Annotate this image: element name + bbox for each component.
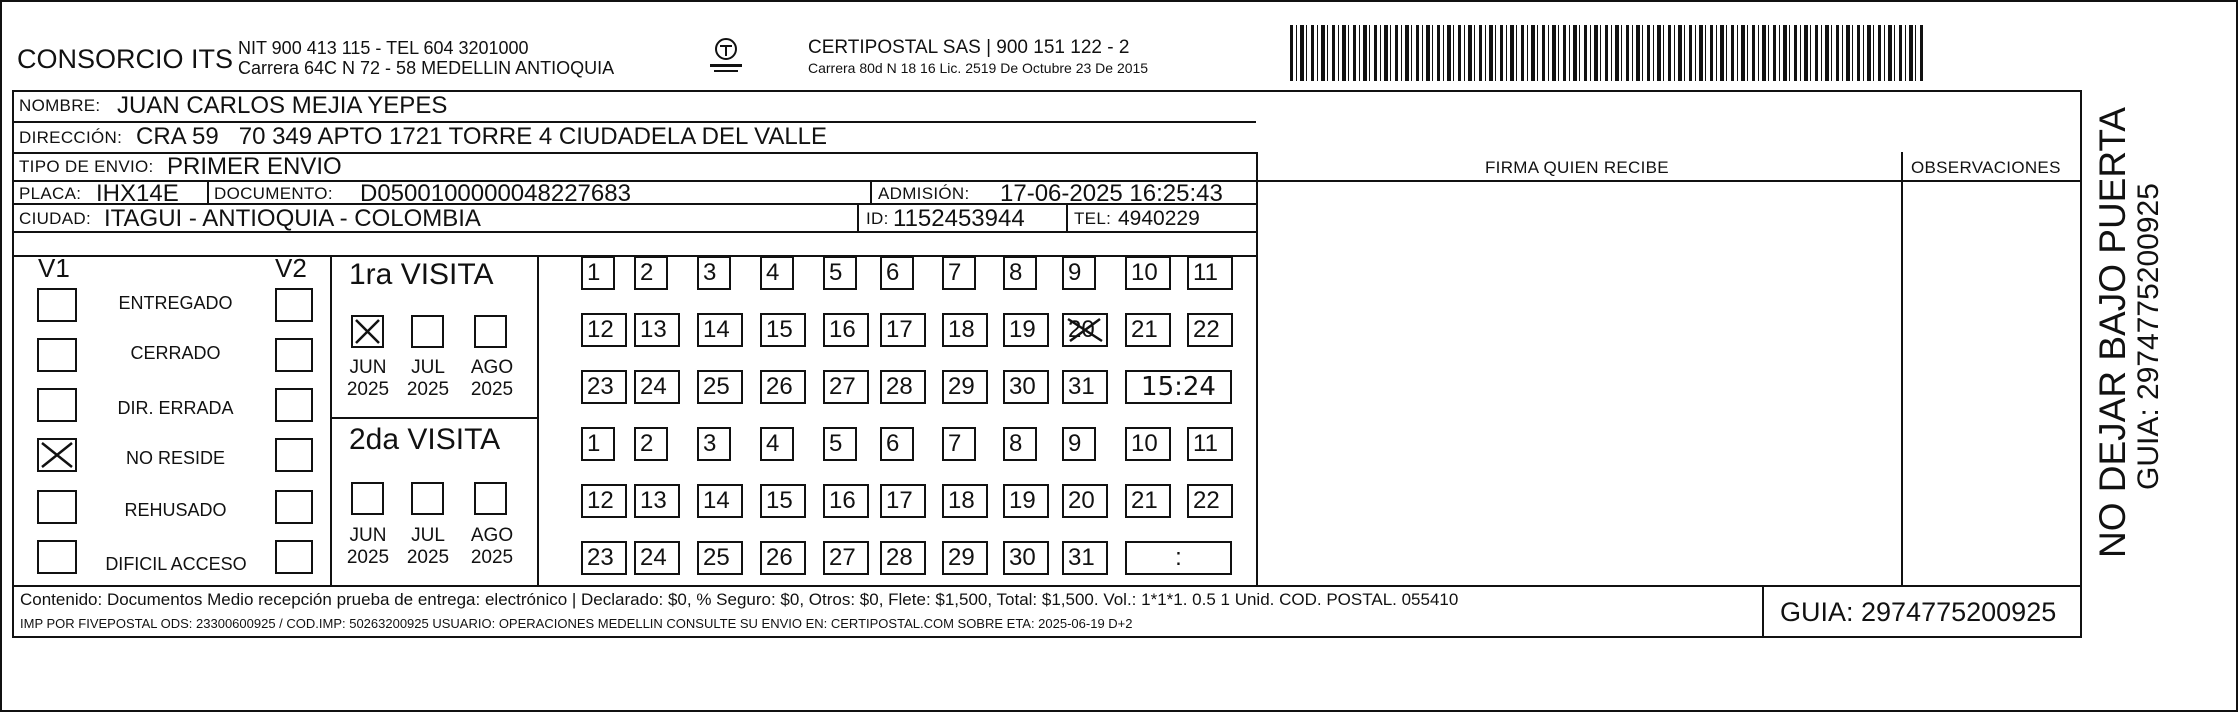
day-box-29[interactable]: 29 xyxy=(942,541,988,575)
city: ITAGUI - ANTIOQUIA - COLOMBIA xyxy=(104,205,481,232)
day-box-23[interactable]: 23 xyxy=(581,370,627,404)
side-warning: NO DEJAR BAJO PUERTA xyxy=(2092,107,2133,558)
name-label: NOMBRE: xyxy=(19,96,101,115)
day-box-5[interactable]: 5 xyxy=(823,256,857,290)
day-box-10[interactable]: 10 xyxy=(1125,256,1171,290)
admission-label: ADMISIÓN: xyxy=(878,184,970,203)
status-v1-checkbox[interactable] xyxy=(37,490,77,524)
recipient-address: CRA 59 70 349 APTO 1721 TORRE 4 CIUDADELA DEL VALLE xyxy=(136,123,828,150)
company-nit: NIT 900 413 115 - TEL 604 3201000 xyxy=(238,38,529,58)
day-box-17[interactable]: 17 xyxy=(880,313,926,347)
day-box-11[interactable]: 11 xyxy=(1187,427,1233,461)
barcode xyxy=(1290,25,1924,81)
status-v2-checkbox[interactable] xyxy=(275,388,313,422)
month-checkbox-ago[interactable] xyxy=(474,315,507,348)
status-v2-checkbox[interactable] xyxy=(275,338,313,372)
tel-number: 4940229 xyxy=(1118,207,1200,230)
visit-time-field[interactable]: : xyxy=(1125,541,1232,575)
month-checkbox-ago[interactable] xyxy=(474,482,507,515)
day-mark-icon xyxy=(1064,315,1106,345)
day-box-2[interactable]: 2 xyxy=(634,427,668,461)
status-v2-checkbox[interactable] xyxy=(275,540,313,574)
day-box-30[interactable]: 30 xyxy=(1003,370,1049,404)
footer-guia: GUIA: 2974775200925 xyxy=(1780,597,2057,627)
month-label: JUL 2025 xyxy=(406,525,450,568)
day-box-7[interactable]: 7 xyxy=(942,427,976,461)
content-line: Contenido: Documentos Medio recepción prueba de entrega: electrónico | Declarado: $0, % Seguro: $0, Otros: $0, Flete: $1,500, Total: $1,500. Vol.: 1*1*1. 0.5 1 Unid. COD. POSTAL. 055410 xyxy=(20,590,1459,609)
month-checkbox-jun[interactable] xyxy=(351,315,384,348)
admission-date: 17-06-2025 16:25:43 xyxy=(1000,180,1223,207)
day-box-13[interactable]: 13 xyxy=(634,313,680,347)
day-box-25[interactable]: 25 xyxy=(697,370,743,404)
day-box-24[interactable]: 24 xyxy=(634,370,680,404)
certipostal-logo-icon xyxy=(706,36,746,76)
day-box-31[interactable]: 31 xyxy=(1062,370,1108,404)
status-label: NO RESIDE xyxy=(125,448,226,468)
month-checkbox-jul[interactable] xyxy=(411,315,444,348)
month-label: AGO 2025 xyxy=(470,357,514,400)
address-label: DIRECCIÓN: xyxy=(19,128,123,147)
v2-header: V2 xyxy=(275,253,307,283)
day-box-10[interactable]: 10 xyxy=(1125,427,1171,461)
observaciones-header: OBSERVACIONES xyxy=(1911,158,2061,177)
status-label: REHUSADO xyxy=(124,500,227,520)
visit-time-field[interactable]: 15:24 xyxy=(1125,370,1232,404)
day-box-8[interactable]: 8 xyxy=(1003,256,1037,290)
day-box-14[interactable]: 14 xyxy=(697,313,743,347)
day-box-22[interactable]: 22 xyxy=(1187,484,1233,518)
day-box-19[interactable]: 19 xyxy=(1003,313,1049,347)
day-box-15[interactable]: 15 xyxy=(760,313,806,347)
status-label: DIFICIL ACCESO xyxy=(105,554,247,574)
day-box-20[interactable]: 20 xyxy=(1062,484,1108,518)
day-box-9[interactable]: 9 xyxy=(1062,427,1096,461)
day-box-17[interactable]: 17 xyxy=(880,484,926,518)
certipostal-name: CERTIPOSTAL SAS | 900 151 122 - 2 xyxy=(808,37,1130,58)
company-name: CONSORCIO ITS xyxy=(17,44,234,74)
tel-label: TEL: xyxy=(1074,209,1112,228)
day-box-18[interactable]: 18 xyxy=(942,484,988,518)
check-x-icon xyxy=(353,317,382,346)
company-address: Carrera 64C N 72 - 58 MEDELLIN ANTIOQUIA xyxy=(238,58,615,78)
day-box-30[interactable]: 30 xyxy=(1003,541,1049,575)
day-box-28[interactable]: 28 xyxy=(880,370,926,404)
shipment-type: PRIMER ENVIO xyxy=(167,153,342,180)
day-box-16[interactable]: 16 xyxy=(823,313,869,347)
status-v1-checkbox[interactable] xyxy=(37,288,77,322)
day-box-1[interactable]: 1 xyxy=(581,427,615,461)
id-number: 1152453944 xyxy=(893,205,1025,232)
status-label: CERRADO xyxy=(130,343,221,363)
status-v2-checkbox[interactable] xyxy=(275,288,313,322)
status-v1-checkbox[interactable] xyxy=(37,438,77,472)
month-checkbox-jul[interactable] xyxy=(411,482,444,515)
day-box-6[interactable]: 6 xyxy=(880,427,914,461)
day-box-21[interactable]: 21 xyxy=(1125,313,1171,347)
day-box-29[interactable]: 29 xyxy=(942,370,988,404)
status-v1-checkbox[interactable] xyxy=(37,338,77,372)
recipient-name: JUAN CARLOS MEJIA YEPES xyxy=(117,92,448,119)
day-box-2[interactable]: 2 xyxy=(634,256,668,290)
day-box-3[interactable]: 3 xyxy=(697,427,731,461)
month-label: JUL 2025 xyxy=(406,357,450,400)
day-box-5[interactable]: 5 xyxy=(823,427,857,461)
document-number: D0500100000048227683 xyxy=(360,180,631,207)
day-box-18[interactable]: 18 xyxy=(942,313,988,347)
document-label: DOCUMENTO: xyxy=(214,184,333,203)
day-box-19[interactable]: 19 xyxy=(1003,484,1049,518)
day-box-9[interactable]: 9 xyxy=(1062,256,1096,290)
day-box-6[interactable]: 6 xyxy=(880,256,914,290)
month-label: AGO 2025 xyxy=(470,525,514,568)
day-box-4[interactable]: 4 xyxy=(760,256,794,290)
city-label: CIUDAD: xyxy=(19,209,91,228)
first-visit-title: 1ra VISITA xyxy=(349,258,494,291)
day-box-1[interactable]: 1 xyxy=(581,256,615,290)
second-visit-title: 2da VISITA xyxy=(349,423,501,456)
day-box-26[interactable]: 26 xyxy=(760,370,806,404)
plate: IHX14E xyxy=(96,180,179,207)
day-box-8[interactable]: 8 xyxy=(1003,427,1037,461)
day-box-24[interactable]: 24 xyxy=(634,541,680,575)
day-box-12[interactable]: 12 xyxy=(581,313,627,347)
status-v2-checkbox[interactable] xyxy=(275,490,313,524)
plate-label: PLACA: xyxy=(19,184,82,203)
day-box-15[interactable]: 15 xyxy=(760,484,806,518)
day-box-31[interactable]: 31 xyxy=(1062,541,1108,575)
day-box-27[interactable]: 27 xyxy=(823,541,869,575)
day-box-20[interactable]: 20 xyxy=(1062,313,1108,347)
status-label: ENTREGADO xyxy=(118,293,233,313)
v1-header: V1 xyxy=(38,253,70,283)
day-box-12[interactable]: 12 xyxy=(581,484,627,518)
firma-header: FIRMA QUIEN RECIBE xyxy=(1485,158,1669,177)
month-checkbox-jun[interactable] xyxy=(351,482,384,515)
imp-line: IMP POR FIVEPOSTAL ODS: 23300600925 / COD.IMP: 50263200925 USUARIO: OPERACIONES MEDELLIN CONSULTE SU ENVIO EN: CERTIPOSTAL.COM SOBRE ETA: 2025-06-19 D+2 xyxy=(20,616,1133,631)
month-label: JUN 2025 xyxy=(346,357,390,400)
day-box-26[interactable]: 26 xyxy=(760,541,806,575)
day-box-25[interactable]: 25 xyxy=(697,541,743,575)
status-v2-checkbox[interactable] xyxy=(275,438,313,472)
check-x-icon xyxy=(39,440,75,470)
day-box-27[interactable]: 27 xyxy=(823,370,869,404)
day-box-16[interactable]: 16 xyxy=(823,484,869,518)
day-box-4[interactable]: 4 xyxy=(760,427,794,461)
day-box-14[interactable]: 14 xyxy=(697,484,743,518)
type-label: TIPO DE ENVIO: xyxy=(19,157,154,176)
day-box-22[interactable]: 22 xyxy=(1187,313,1233,347)
certipostal-address: Carrera 80d N 18 16 Lic. 2519 De Octubre 23 De 2015 xyxy=(808,60,1149,76)
status-v1-checkbox[interactable] xyxy=(37,388,77,422)
day-box-13[interactable]: 13 xyxy=(634,484,680,518)
month-label: JUN 2025 xyxy=(346,525,390,568)
status-v1-checkbox[interactable] xyxy=(37,540,77,574)
status-label: DIR. ERRADA xyxy=(117,398,234,418)
day-box-11[interactable]: 11 xyxy=(1187,256,1233,290)
day-box-21[interactable]: 21 xyxy=(1125,484,1171,518)
day-box-7[interactable]: 7 xyxy=(942,256,976,290)
side-guia: GUIA: 2974775200925 xyxy=(2132,183,2165,490)
day-box-23[interactable]: 23 xyxy=(581,541,627,575)
id-label: ID: xyxy=(866,209,889,228)
day-box-3[interactable]: 3 xyxy=(697,256,731,290)
day-box-28[interactable]: 28 xyxy=(880,541,926,575)
